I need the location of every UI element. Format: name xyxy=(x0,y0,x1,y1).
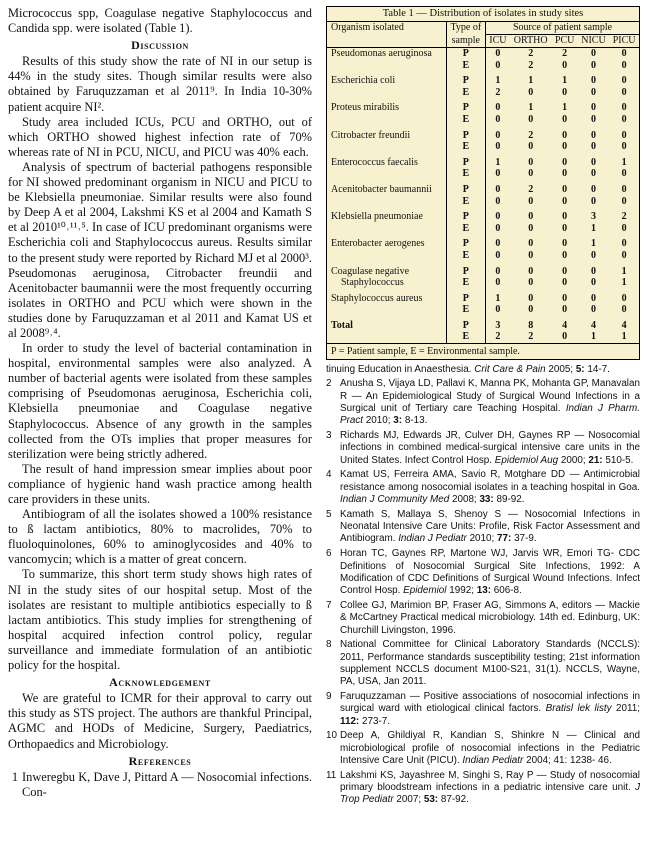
sample-type-cell: E xyxy=(446,141,486,153)
count-cell: 2 xyxy=(528,59,534,71)
reference-items xyxy=(326,378,640,806)
count-cell: 0 xyxy=(495,265,501,277)
count-cell: 0 xyxy=(562,265,568,277)
count-cell: 0 xyxy=(495,183,501,195)
count-cell: 2 xyxy=(495,331,501,343)
count-cell: 0 xyxy=(621,304,627,316)
count-cell: 0 xyxy=(562,183,568,195)
header-type-sample: sample xyxy=(446,35,486,48)
count-cell: 1 xyxy=(590,331,596,343)
reference-text: National Committee for Clinical Laboratory Standards (NCCLS): 2011, Performance standards susceptibility testing; 21st information supplement NCCLS document M100-S21, 31(1). NCCLS, Wayne, PA, USA, Jan 2011. xyxy=(340,639,640,688)
table-note: P = Patient sample, E = Environmental sample. xyxy=(327,343,639,359)
count-cell: 0 xyxy=(621,129,627,141)
count-cell: 1 xyxy=(528,75,534,87)
paragraph: Analysis of spectrum of bacterial pathogens responsible for NI showed predominant organism in NICU and PICU to be Klebsiella pneumoniae. Similar results were also found by Deep A et al 2004, Lakshmi KS et al 2004 and Kamath S et al 2010¹⁰˒¹¹˒⁵. In case of ICU predominant organisms were Escherichia coli and Staphylococcus aureus. Results similar to the present study were reported by Richard MJ et al 2000³. Pseudomonas aeruginosa, Citrobacter freundii and Acenitobacter baumannii were the most frequently occurring isolates in ORTHO and PCU which were shown in the studies done by Faruquzzaman et al 2011 and Kamat US et al 2008⁹˒⁴. xyxy=(8,159,312,340)
count-cell: 2 xyxy=(528,48,534,59)
count-cell: 0 xyxy=(528,156,534,168)
reference-text: Faruquzzaman — Positive associations of nosocomial infections in surgical ward with etiological clinical factors. xyxy=(340,690,640,715)
reference-item xyxy=(326,730,640,767)
sample-type-cell: P xyxy=(446,262,486,278)
organism-cell-empty xyxy=(327,250,446,262)
reference-item xyxy=(326,509,640,546)
sample-type-cell: P xyxy=(446,153,486,169)
count-cell: 0 xyxy=(590,183,596,195)
count-cell: 0 xyxy=(528,86,534,98)
reference-text: Lakshmi KS, Jayashree M, Singhi S, Ray P — Study of nosocomial primary bloodstream infections in a pediatric intensive care unit. xyxy=(340,769,640,794)
reference-year: 2000; xyxy=(560,454,586,466)
table-row xyxy=(327,87,639,99)
table-row xyxy=(327,207,639,223)
count-cell: 1 xyxy=(495,292,501,304)
reference-journal: Epidemiol Aug xyxy=(494,454,559,466)
reference-journal: Indian J Pediatr xyxy=(398,533,467,545)
sample-type-cell: E xyxy=(446,331,486,343)
count-cell: 0 xyxy=(562,277,568,289)
reference-year: 2004; 41: 1238- xyxy=(526,754,596,766)
reference-journal: Epidemiol xyxy=(403,585,447,597)
reference-text: Inweregbu K, Dave J, Pittard A — Nosocomial infections. Con- xyxy=(22,769,312,799)
table-row xyxy=(327,234,639,250)
organism-cell-empty xyxy=(327,168,446,180)
count-cell: 4 xyxy=(590,319,596,331)
table-row xyxy=(327,60,639,72)
reference-number: 9 xyxy=(326,690,332,702)
table-body xyxy=(327,48,639,344)
count-cell: 0 xyxy=(495,48,501,59)
sample-type-cell: E xyxy=(446,196,486,208)
count-cell: 1 xyxy=(621,156,627,168)
count-cell: 0 xyxy=(528,304,534,316)
count-cell: 0 xyxy=(621,195,627,207)
header-site: ORTHO xyxy=(510,35,552,48)
table-row xyxy=(327,71,639,87)
reference-number: 8 xyxy=(326,639,332,651)
organism-cell-empty xyxy=(327,223,446,235)
sample-type-cell: E xyxy=(446,60,486,72)
organism-name: Pseudomonas aeruginosa xyxy=(327,48,446,60)
reference-text: Horan TC, Gaynes RP, Martone WJ, Jarvis WR, Emori TG- CDC Definitions of Nosocomial Surgical Site Infections, 1992: A Modification of CDC Definitions of Surgical Wound Infections. Infect Control Hosp. xyxy=(340,548,640,597)
sample-type-cell: E xyxy=(446,87,486,99)
count-cell: 0 xyxy=(495,222,501,234)
sample-type-cell: P xyxy=(446,71,486,87)
reference-pages: 46. xyxy=(598,754,612,766)
count-cell: 0 xyxy=(495,168,501,180)
sample-type-cell: E xyxy=(446,304,486,316)
paragraph: Micrococcus spp, Coagulase negative Staphylococcus and Candida spp. were isolated (Table 1). xyxy=(8,6,312,36)
reference-item xyxy=(326,770,640,807)
organism-name: Acenitobacter baumannii xyxy=(327,180,446,196)
table-row xyxy=(327,316,639,332)
count-cell: 0 xyxy=(621,102,627,114)
sample-type-cell: P xyxy=(446,289,486,305)
header-site: ICU xyxy=(486,35,510,48)
table-grid xyxy=(327,22,639,343)
reference-pages: 37-9. xyxy=(514,533,537,545)
count-cell: 0 xyxy=(590,48,596,59)
reference-text: Richards MJ, Edwards JR, Culver DH, Gaynes RP — Nosocomial infections in combined medical-surgical intensive care units in the United States. Infect Control Hosp. xyxy=(340,430,640,466)
organism-cell-empty xyxy=(327,60,446,72)
count-cell: 0 xyxy=(621,113,627,125)
count-cell: 0 xyxy=(562,195,568,207)
reference-journal: Indian J Community Med xyxy=(340,494,450,506)
reference-year: 2007; xyxy=(396,794,422,806)
sample-type-cell: P xyxy=(446,98,486,114)
reference-journal: Crit Care & Pain xyxy=(474,364,546,376)
table-row xyxy=(327,289,639,305)
count-cell: 2 xyxy=(621,211,627,223)
count-cell: 0 xyxy=(590,304,596,316)
count-cell: 3 xyxy=(495,319,501,331)
count-cell: 0 xyxy=(590,59,596,71)
count-cell: 8 xyxy=(528,319,534,331)
count-cell: 0 xyxy=(528,292,534,304)
reference-number: 3 xyxy=(326,430,332,442)
sample-type-cell: E xyxy=(446,277,486,289)
count-cell: 0 xyxy=(528,222,534,234)
organism-cell-empty xyxy=(327,304,446,316)
header-source: Source of patient sample xyxy=(486,22,639,35)
reference-number: 2 xyxy=(326,378,332,390)
header-site: NICU xyxy=(578,35,610,48)
count-cell: 0 xyxy=(590,113,596,125)
sample-type-cell: E xyxy=(446,114,486,126)
header-organism: Organism isolated xyxy=(327,22,446,35)
count-cell: 0 xyxy=(562,292,568,304)
reference-pages: 14-7. xyxy=(587,364,610,376)
count-cell: 1 xyxy=(562,75,568,87)
organism-name: Proteus mirabilis xyxy=(327,98,446,114)
right-column xyxy=(326,6,640,809)
organism-name: Coagulase negative xyxy=(327,262,446,278)
count-cell: 0 xyxy=(621,249,627,261)
count-cell: 1 xyxy=(562,102,568,114)
count-cell: 0 xyxy=(590,75,596,87)
reference-number: 5 xyxy=(326,508,332,520)
count-cell: 0 xyxy=(495,129,501,141)
reference-year: 2005; xyxy=(548,364,574,376)
reference-item xyxy=(326,600,640,637)
count-cell: 2 xyxy=(562,48,568,59)
count-cell: 0 xyxy=(590,156,596,168)
table-row xyxy=(327,304,639,316)
sample-type-cell: P xyxy=(446,207,486,223)
count-cell: 0 xyxy=(590,277,596,289)
reference-volume: 33: xyxy=(479,494,494,506)
sample-type-cell: P xyxy=(446,126,486,142)
references-heading: References xyxy=(128,753,192,768)
paragraph: Results of this study show the rate of NI in our setup is 44% in the study sites. Though similar results were also obtained by Faruquzzaman et al 2011⁹. In India 10-30% patient acquire NI². xyxy=(8,54,312,114)
count-cell: 0 xyxy=(562,168,568,180)
reference-text: Kamath S, Mallaya S, Shenoy S — Nosocomial Infections in Neonatal Intensive Care Units: Profile, Risk Factor Assessment and Antibiogram. xyxy=(340,508,640,545)
table-row xyxy=(327,98,639,114)
count-cell: 0 xyxy=(621,222,627,234)
organism-name: Enterobacter aerogenes xyxy=(327,234,446,250)
reference-number: 4 xyxy=(326,469,332,481)
count-cell: 0 xyxy=(528,195,534,207)
count-cell: 0 xyxy=(590,265,596,277)
organism-cell-empty xyxy=(327,141,446,153)
count-cell: 1 xyxy=(621,265,627,277)
count-cell: 0 xyxy=(621,168,627,180)
reference-volume: 13: xyxy=(476,585,491,597)
reference-journal: Indian J Pharm. Pract xyxy=(340,402,640,427)
reference-year: 1992; xyxy=(449,585,474,597)
organism-cell-empty xyxy=(327,196,446,208)
reference-volume: 3: xyxy=(393,415,403,427)
count-cell: 0 xyxy=(528,265,534,277)
organism-cell-empty xyxy=(327,331,446,343)
reference-year: 2008; xyxy=(451,494,477,506)
acknowledgement-heading: Acknowledgement xyxy=(109,675,211,690)
reference-year: 2011; xyxy=(616,703,641,715)
count-cell: 0 xyxy=(590,141,596,153)
reference-number: 11 xyxy=(326,769,337,781)
table-caption: Table 1 — Distribution of isolates in study sites xyxy=(327,7,639,22)
reference-pages: 606-8. xyxy=(493,585,522,597)
count-cell: 0 xyxy=(590,129,596,141)
table-row xyxy=(327,114,639,126)
reference-item xyxy=(326,469,640,506)
header-site: PCU xyxy=(552,35,578,48)
table-row xyxy=(327,196,639,208)
reference-item xyxy=(326,430,640,467)
reference-year: 2010; xyxy=(365,415,391,427)
organism-name: Total xyxy=(327,316,446,332)
sample-type-cell: E xyxy=(446,250,486,262)
reference-item xyxy=(326,548,640,597)
reference-pages: 8-13. xyxy=(404,415,428,427)
count-cell: 0 xyxy=(495,277,501,289)
count-cell: 0 xyxy=(528,249,534,261)
count-cell: 1 xyxy=(528,102,534,114)
isolates-table xyxy=(326,6,640,360)
reference-volume: 5: xyxy=(575,364,585,376)
table-row xyxy=(327,180,639,196)
reference-journal: Indian Pediatr xyxy=(462,754,524,766)
count-cell: 1 xyxy=(621,277,627,289)
sample-type-cell: P xyxy=(446,316,486,332)
table-row xyxy=(327,126,639,142)
count-cell: 0 xyxy=(621,141,627,153)
count-cell: 1 xyxy=(621,331,627,343)
count-cell: 0 xyxy=(528,211,534,223)
sample-type-cell: P xyxy=(446,234,486,250)
sample-type-cell: P xyxy=(446,48,486,60)
count-cell: 2 xyxy=(495,86,501,98)
reference-text: Collee GJ, Marimion BP, Fraser AG, Simmons A, editors — Mackie & McCartney Practical medical microbiology. 14th ed. Edinburg, UK: Churchill Livingston, 1996. xyxy=(340,599,640,636)
references-list xyxy=(326,364,640,807)
count-cell: 1 xyxy=(590,222,596,234)
count-cell: 0 xyxy=(590,249,596,261)
count-cell: 0 xyxy=(590,292,596,304)
reference-text: Deep A, Ghildiyal R, Kandian S, Shinkre N — Clinical and microbiological profile of nosocomial infections in the Pediatric Intensive Care Unit (PICU). xyxy=(340,730,640,766)
reference-text: Anusha S, Vijaya LD, Pallavi K, Manna PK, Mohanta GP, Manavalan R — An Epidemiological Study of Surgical Wound Infections in a Surgical unit of Tertiary care Teaching Hospital. xyxy=(340,378,640,414)
count-cell: 0 xyxy=(621,59,627,71)
paragraph: In order to study the level of bacterial contamination in hospital, environmental samples were also analyzed. A number of bacterial agents were isolated from these samples comprising of Pseudomonas aeruginosa, Escherichia coli, Klebsiella pneumoniae and Coagulase negative Staphylococcus. Absence of any growth in the samples collected from the OTs implies that proper measures for sterilization were being strictly adhered. xyxy=(8,341,312,461)
reference-pages: 510-5. xyxy=(605,454,634,466)
reference-number: 10 xyxy=(326,730,337,742)
table-row xyxy=(327,250,639,262)
reference-pages: 273-7. xyxy=(361,715,390,727)
table-row xyxy=(327,141,639,153)
count-cell: 1 xyxy=(590,238,596,250)
count-cell: 0 xyxy=(528,141,534,153)
paragraph: Study area included ICUs, PCU and ORTHO, out of which ORTHO showed highest infection rate of 70% whereas rate of NI in PCU, NICU, and PICU was 40% each. xyxy=(8,114,312,159)
count-cell: 0 xyxy=(590,102,596,114)
table-row xyxy=(327,262,639,278)
count-cell: 0 xyxy=(562,238,568,250)
count-cell: 0 xyxy=(562,141,568,153)
count-cell: 4 xyxy=(621,319,627,331)
count-cell: 0 xyxy=(495,113,501,125)
sample-type-cell: P xyxy=(446,180,486,196)
reference-continuation xyxy=(326,364,640,376)
paragraph: The result of hand impression smear implies about poor compliance of hygienic hand wash practice among health care providers in these units. xyxy=(8,461,312,506)
sample-type-cell: E xyxy=(446,223,486,235)
table-row xyxy=(327,223,639,235)
sample-type-cell: E xyxy=(446,168,486,180)
count-cell: 0 xyxy=(562,249,568,261)
organism-name: Klebsiella pneumoniae xyxy=(327,207,446,223)
reference-journal: J Trop Pediatr xyxy=(340,782,641,806)
count-cell: 0 xyxy=(590,195,596,207)
count-cell: 0 xyxy=(562,86,568,98)
reference-volume: 53: xyxy=(423,794,439,806)
left-column xyxy=(8,6,312,802)
reference-pages: 87-92. xyxy=(440,794,469,806)
organism-name: Citrobacter freundii xyxy=(327,126,446,142)
reference-item xyxy=(326,378,640,427)
count-cell: 0 xyxy=(621,238,627,250)
count-cell: 0 xyxy=(590,168,596,180)
table-row xyxy=(327,331,639,343)
count-cell: 2 xyxy=(528,129,534,141)
organism-cell-empty xyxy=(327,87,446,99)
organism-name: Escherichia coli xyxy=(327,71,446,87)
organism-name: Enterococcus faecalis xyxy=(327,153,446,169)
count-cell: 1 xyxy=(495,156,501,168)
table-row xyxy=(327,277,639,289)
count-cell: 0 xyxy=(562,211,568,223)
count-cell: 0 xyxy=(528,277,534,289)
count-cell: 0 xyxy=(495,59,501,71)
count-cell: 0 xyxy=(562,59,568,71)
table-row xyxy=(327,48,639,60)
count-cell: 0 xyxy=(528,238,534,250)
paragraph: To summarize, this short term study shows high rates of NI in the study sites of our hospital setup. Most of the isolates are resistant to multiple antibiotics especially to ß lactam antibiotics. This study implies for strengthening of hospital acquired infection control policy, regular surveillance and immediate formulation of an antibiotic policy for the hospital. xyxy=(8,567,312,673)
header-type: Type of xyxy=(446,22,486,35)
reference-journal: Bratisl lek listy xyxy=(545,703,612,715)
paragraph: Antibiogram of all the isolates showed a 100% resistance to ß lactam antibiotics, 80% to macrolides, 70% to fluoloquinolones, 60% to aminoglycosides and 40% to vancomycin; which is a matter of great concern. xyxy=(8,507,312,567)
organism-name: Staphylococcus aureus xyxy=(327,289,446,305)
reference-volume: 21: xyxy=(588,454,603,466)
count-cell: 0 xyxy=(562,156,568,168)
count-cell: 0 xyxy=(495,304,501,316)
reference-item xyxy=(326,691,640,728)
count-cell: 3 xyxy=(590,211,596,223)
reference-volume: 77: xyxy=(497,533,512,545)
count-cell: 0 xyxy=(495,141,501,153)
reference-text: tinuing Education in Anaesthesia. xyxy=(326,364,472,376)
count-cell: 0 xyxy=(495,238,501,250)
count-cell: 0 xyxy=(528,168,534,180)
reference-number: 7 xyxy=(326,599,332,611)
organism-cell-empty xyxy=(327,114,446,126)
count-cell: 0 xyxy=(621,48,627,59)
count-cell: 0 xyxy=(590,86,596,98)
count-cell: 0 xyxy=(562,129,568,141)
count-cell: 0 xyxy=(621,86,627,98)
paragraph: We are grateful to ICMR for their approval to carry out this study as STS project. The authors are thankful Principal, AGMC and HODs of Medicine, Surgery, Paediatrics, Orthopaedics and Microbiology. xyxy=(8,691,312,751)
count-cell: 0 xyxy=(562,304,568,316)
table-row xyxy=(327,168,639,180)
count-cell: 0 xyxy=(562,113,568,125)
table-row xyxy=(327,153,639,169)
discussion-heading: Discussion xyxy=(131,38,189,53)
count-cell: 0 xyxy=(562,331,568,343)
reference-volume: 112: xyxy=(340,715,360,727)
count-cell: 0 xyxy=(495,249,501,261)
count-cell: 0 xyxy=(621,183,627,195)
reference-year: 2010; xyxy=(469,533,495,545)
reference-number: 1 xyxy=(11,769,19,784)
count-cell: 1 xyxy=(495,75,501,87)
organism-name-cont: Staphylococcus xyxy=(327,277,446,289)
header-site: PICU xyxy=(609,35,639,48)
count-cell: 0 xyxy=(621,292,627,304)
reference-item xyxy=(8,770,312,800)
count-cell: 0 xyxy=(562,222,568,234)
count-cell: 4 xyxy=(562,319,568,331)
count-cell: 0 xyxy=(495,102,501,114)
reference-text: Kamat US, Ferreira AMA, Savio R, Motghare DD — Antimicrobial resistance among nosocomial isolates in a teaching hospital in Goa. xyxy=(340,469,640,493)
count-cell: 0 xyxy=(495,211,501,223)
count-cell: 0 xyxy=(528,113,534,125)
count-cell: 2 xyxy=(528,183,534,195)
count-cell: 0 xyxy=(495,195,501,207)
reference-number: 6 xyxy=(326,548,332,560)
reference-pages: 89-92. xyxy=(496,494,525,506)
count-cell: 2 xyxy=(528,331,534,343)
count-cell: 0 xyxy=(621,75,627,87)
reference-item xyxy=(326,639,640,688)
